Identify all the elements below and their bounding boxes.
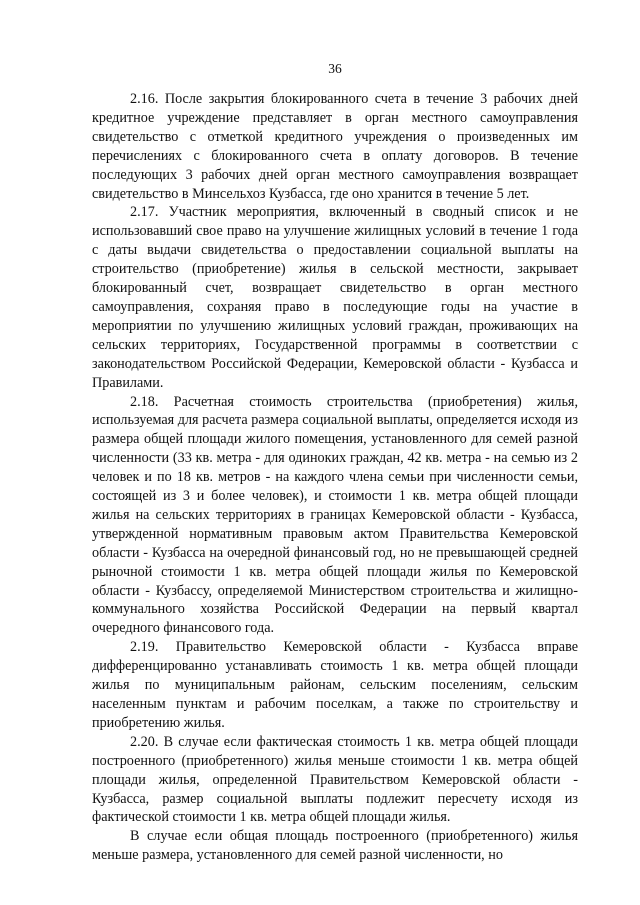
paragraph-2-20: 2.20. В случае если фактическая стоимость 1 кв. метра общей площади построенного (приобретенного) жилья меньше стоимости 1 кв. метра общей площади жилья, определенной Правительством Кемеровской области - Кузбасса, размер социальной выплаты подлежит пересчету исходя из фактической стоимости 1 кв. метра общей площади жилья. xyxy=(92,733,578,826)
document-page xyxy=(92,60,578,865)
paragraph-2-19: 2.19. Правительство Кемеровской области - Кузбасса вправе дифференцированно устанавливать стоимость 1 кв. метра общей площади жилья по муниципальным районам, сельским поселениям, сельским населенным пунктам и рабочим поселкам, а также по строительству и приобретению жилья. xyxy=(92,639,578,731)
paragraph-continuation: В случае если общая площадь построенного (приобретенного) жилья меньше размера, установленного для семей разной численности, но xyxy=(92,828,578,864)
paragraph-2-16: 2.16. После закрытия блокированного счета в течение 3 рабочих дней кредитное учреждение представляет в орган местного самоуправления свидетельство с отметкой кредитного учреждения о произведенных им перечислениях с блокированного счета в оплату договоров. В течение последующих 3 рабочих дней орган местного самоуправления возвращает свидетельство в Минсельхоз Кузбасса, где оно хранится в течение 5 лет. xyxy=(92,91,578,202)
paragraph-2-17: 2.17. Участник мероприятия, включенный в сводный список и не использовавший свое право на улучшение жилищных условий в течение 1 года с даты выдачи свидетельства о предоставлении социальной выплаты на строительство (приобретение) жилья в сельской местности, закрывает блокированный счет, возвращает свидетельство в орган местного самоуправления, сохраняя право в последующие годы на участие в мероприятии по улучшению жилищных условий граждан, проживающих на сельских территориях, Государственной программы в соответствии с законодательством Российской Федерации, Кемеровской области - Кузбасса и Правилами. xyxy=(92,204,578,391)
paragraph-2-18: 2.18. Расчетная стоимость строительства (приобретения) жилья, используемая для расчета размера социальной выплаты, определяется исходя из размера общей площади жилого помещения, установленного для семей разной численности (33 кв. метра - для одиноких граждан, 42 кв. метра - на семью из 2 человек и по 18 кв. метров - на каждого члена семьи при численности семьи, состоящей из 3 и более человек), и стоимости 1 кв. метра общей площади жилья на сельских территориях в границах Кемеровской области - Кузбасса, утвержденной нормативным правовым актом Правительства Кемеровской области - Кузбасса на очередной финансовый год, но не превышающей средней рыночной стоимости 1 кв. метра общей площади жилья по Кемеровской области - Кузбассу, определяемой Министерством строительства и жилищно-коммунального хозяйства Российской Федерации на первый квартал очередного финансового года. xyxy=(92,393,578,637)
page-number: 36 xyxy=(328,61,342,76)
